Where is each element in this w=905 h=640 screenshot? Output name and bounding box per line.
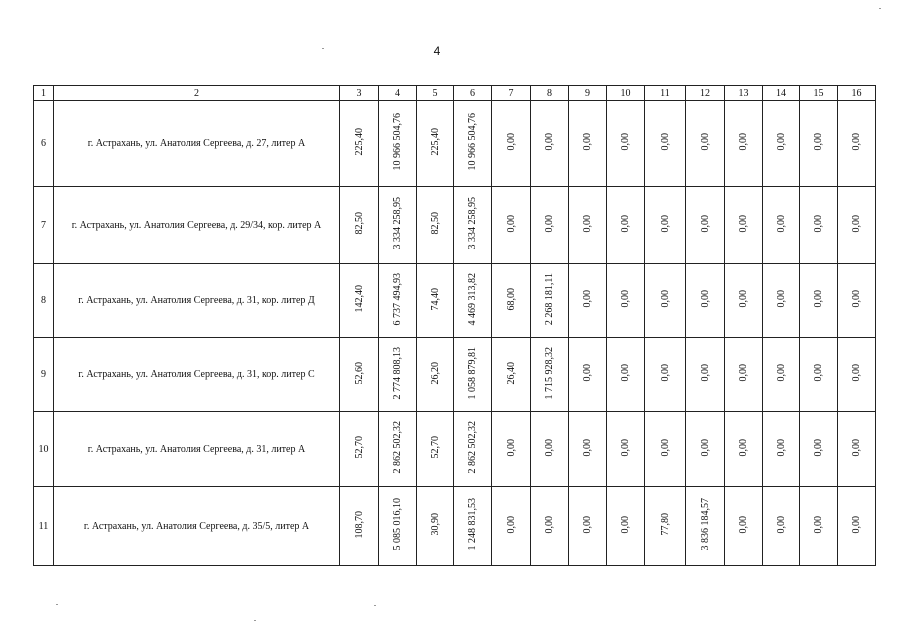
header-cell: 6 [454, 86, 492, 101]
value-text: 0,00 [582, 364, 593, 382]
value-cell [800, 264, 838, 338]
value-cell [607, 264, 645, 338]
value-cell [800, 487, 838, 566]
value-text: 0,00 [659, 214, 671, 233]
value-text: 0,00 [620, 364, 631, 382]
address-cell: г. Астрахань, ул. Анатолия Сергеева, д. 35/5, литер А [54, 487, 340, 566]
value-cell [645, 187, 686, 264]
value-cell [531, 338, 569, 412]
value-cell [800, 338, 838, 412]
value-cell [417, 101, 454, 187]
value-cell [379, 187, 417, 264]
value-cell [492, 487, 531, 566]
value-cell [417, 338, 454, 412]
value-text: 6 737 494,93 [392, 272, 403, 326]
value-cell [645, 264, 686, 338]
value-text: 0,00 [544, 214, 555, 233]
header-cell: 8 [531, 86, 569, 101]
value-cell [763, 264, 800, 338]
value-cell [379, 487, 417, 566]
value-cell [492, 264, 531, 338]
address-cell: г. Астрахань, ул. Анатолия Сергеева, д. 29/34, кор. литер А [54, 187, 340, 264]
header-cell: 11 [645, 86, 686, 101]
value-cell [838, 487, 876, 566]
value-cell [454, 264, 492, 338]
value-cell [645, 338, 686, 412]
value-cell [454, 101, 492, 187]
value-text: 0,00 [738, 133, 749, 151]
value-cell [838, 412, 876, 487]
value-cell [645, 101, 686, 187]
value-text: 0,00 [851, 214, 862, 233]
value-cell [417, 187, 454, 264]
table-row [34, 264, 876, 338]
value-cell [607, 338, 645, 412]
value-cell [531, 487, 569, 566]
header-cell: 13 [725, 86, 763, 101]
value-cell [838, 101, 876, 187]
value-text: 82,50 [353, 212, 365, 235]
value-cell [531, 101, 569, 187]
value-text: 0,00 [582, 133, 593, 151]
value-text: 2 862 502,32 [467, 421, 478, 474]
value-text: 0,00 [505, 515, 517, 534]
header-cell: 14 [763, 86, 800, 101]
value-cell [492, 338, 531, 412]
value-cell [725, 338, 763, 412]
value-cell [763, 101, 800, 187]
value-cell [686, 412, 725, 487]
address-cell: г. Астрахань, ул. Анатолия Сергеева, д. 31, литер А [54, 412, 340, 487]
value-text: 0,00 [851, 290, 862, 308]
value-text: 10 966 504,76 [467, 113, 478, 171]
value-text: 0,00 [659, 133, 671, 151]
value-text: 52,70 [429, 436, 441, 459]
value-cell [417, 264, 454, 338]
row-number: 9 [34, 338, 54, 412]
value-text: 0,00 [699, 438, 711, 457]
value-text: 0,00 [775, 133, 787, 151]
table-row [34, 412, 876, 487]
value-cell [454, 338, 492, 412]
value-text: 0,00 [620, 438, 631, 457]
value-text: 0,00 [582, 290, 593, 308]
value-text: 1 058 879,81 [467, 346, 478, 400]
value-text: 0,00 [659, 364, 671, 382]
value-text: 4 469 313,82 [467, 272, 478, 326]
value-cell [645, 412, 686, 487]
value-text: 68,00 [505, 287, 517, 311]
value-text: 2 774 808,13 [392, 346, 403, 400]
address-cell: г. Астрахань, ул. Анатолия Сергеева, д. 31, кор. литер С [54, 338, 340, 412]
value-text: 77,80 [659, 513, 671, 536]
value-cell [725, 187, 763, 264]
value-cell [379, 412, 417, 487]
value-text: 0,00 [505, 214, 517, 233]
value-text: 0,00 [620, 515, 631, 534]
value-cell [569, 487, 607, 566]
value-text: 3 334 258,95 [467, 197, 478, 250]
value-text: 0,00 [775, 364, 787, 382]
table-header-row [34, 86, 876, 101]
value-text: 2 268 181,11 [544, 272, 555, 326]
value-text: 0,00 [582, 515, 593, 534]
value-text: 52,70 [353, 436, 365, 459]
value-text: 0,00 [544, 438, 555, 457]
header-cell: 9 [569, 86, 607, 101]
data-table [33, 85, 876, 566]
value-cell [725, 264, 763, 338]
row-number: 10 [34, 412, 54, 487]
value-cell [725, 412, 763, 487]
header-cell: 16 [838, 86, 876, 101]
value-text: 0,00 [505, 133, 517, 151]
value-cell [800, 412, 838, 487]
value-cell [686, 487, 725, 566]
value-cell [454, 412, 492, 487]
value-text: 225,40 [353, 128, 365, 156]
value-text: 0,00 [775, 515, 787, 534]
value-cell [417, 412, 454, 487]
header-cell: 4 [379, 86, 417, 101]
row-number: 8 [34, 264, 54, 338]
value-text: 0,00 [659, 290, 671, 308]
value-cell [531, 412, 569, 487]
value-text: 2 862 502,32 [392, 421, 403, 474]
header-cell: 3 [340, 86, 379, 101]
value-text: 0,00 [813, 214, 824, 233]
value-cell [607, 101, 645, 187]
value-text: 0,00 [544, 515, 555, 534]
value-cell [454, 487, 492, 566]
value-text: 0,00 [738, 515, 749, 534]
header-cell: 2 [54, 86, 340, 101]
value-cell [340, 412, 379, 487]
value-text: 0,00 [775, 214, 787, 233]
value-text: 3 334 258,95 [392, 197, 403, 250]
value-cell [763, 487, 800, 566]
value-text: 1 248 831,53 [467, 498, 478, 551]
value-cell [340, 101, 379, 187]
value-text: 52,60 [353, 361, 365, 385]
value-text: 0,00 [813, 438, 824, 457]
value-cell [763, 338, 800, 412]
value-text: 10 966 504,76 [392, 113, 403, 171]
value-cell [645, 487, 686, 566]
value-text: 82,50 [429, 212, 441, 235]
value-cell [607, 187, 645, 264]
value-cell [607, 412, 645, 487]
value-cell [686, 338, 725, 412]
value-text: 0,00 [659, 438, 671, 457]
header-cell: 5 [417, 86, 454, 101]
value-cell [531, 264, 569, 338]
value-text: 0,00 [699, 364, 711, 382]
value-text: 30,90 [429, 513, 441, 536]
value-cell [569, 101, 607, 187]
header-cell: 12 [686, 86, 725, 101]
value-cell [569, 264, 607, 338]
value-text: 0,00 [851, 364, 862, 382]
value-text: 0,00 [851, 438, 862, 457]
header-cell: 15 [800, 86, 838, 101]
value-cell [340, 338, 379, 412]
value-text: 0,00 [851, 133, 862, 151]
value-text: 0,00 [738, 364, 749, 382]
header-cell: 1 [34, 86, 54, 101]
value-text: 0,00 [699, 214, 711, 233]
value-text: 74,40 [429, 287, 441, 311]
value-text: 0,00 [851, 515, 862, 534]
scan-speck [254, 620, 256, 621]
value-cell [492, 101, 531, 187]
value-cell [607, 487, 645, 566]
value-cell [838, 338, 876, 412]
scan-speck [879, 8, 881, 9]
value-text: 26,20 [429, 361, 441, 385]
row-number: 11 [34, 487, 54, 566]
value-text: 0,00 [775, 290, 787, 308]
value-cell [340, 264, 379, 338]
value-text: 0,00 [813, 290, 824, 308]
table-row [34, 487, 876, 566]
value-text: 0,00 [775, 438, 787, 457]
page-number: 4 [433, 44, 441, 58]
value-text: 3 836 184,57 [699, 498, 711, 551]
scan-speck [56, 604, 58, 605]
value-cell [838, 187, 876, 264]
value-cell [725, 101, 763, 187]
value-cell [417, 487, 454, 566]
value-cell [838, 264, 876, 338]
value-text: 0,00 [738, 438, 749, 457]
header-cell: 7 [492, 86, 531, 101]
value-cell [379, 101, 417, 187]
value-cell [763, 412, 800, 487]
address-cell: г. Астрахань, ул. Анатолия Сергеева, д. 31, кор. литер Д [54, 264, 340, 338]
value-text: 5 085 016,10 [392, 498, 403, 551]
value-text: 0,00 [544, 133, 555, 151]
value-cell [454, 187, 492, 264]
value-text: 0,00 [582, 438, 593, 457]
value-cell [569, 338, 607, 412]
table-row [34, 101, 876, 187]
header-cell: 10 [607, 86, 645, 101]
value-cell [725, 487, 763, 566]
value-cell [569, 187, 607, 264]
table-row [34, 187, 876, 264]
value-cell [686, 264, 725, 338]
value-text: 0,00 [813, 133, 824, 151]
value-text: 108,70 [353, 510, 365, 539]
row-number: 6 [34, 101, 54, 187]
value-text: 0,00 [813, 364, 824, 382]
value-text: 0,00 [699, 290, 711, 308]
value-cell [340, 487, 379, 566]
value-text: 225,40 [429, 128, 441, 156]
value-cell [686, 101, 725, 187]
value-text: 0,00 [738, 290, 749, 308]
row-number: 7 [34, 187, 54, 264]
address-cell: г. Астрахань, ул. Анатолия Сергеева, д. 27, литер А [54, 101, 340, 187]
value-text: 0,00 [582, 214, 593, 233]
value-cell [379, 338, 417, 412]
value-text: 26,40 [505, 361, 517, 385]
value-text: 1 715 928,32 [544, 346, 555, 400]
value-cell [492, 187, 531, 264]
value-text: 0,00 [505, 438, 517, 457]
scan-speck [374, 605, 376, 606]
value-cell [763, 187, 800, 264]
value-cell [379, 264, 417, 338]
scan-speck [322, 48, 324, 49]
value-text: 0,00 [738, 214, 749, 233]
value-cell [340, 187, 379, 264]
value-text: 0,00 [699, 133, 711, 151]
table-row [34, 338, 876, 412]
value-cell [686, 187, 725, 264]
value-text: 0,00 [620, 133, 631, 151]
value-text: 142,40 [353, 285, 365, 313]
value-cell [800, 101, 838, 187]
value-cell [569, 412, 607, 487]
value-cell [531, 187, 569, 264]
value-text: 0,00 [813, 515, 824, 534]
value-cell [492, 412, 531, 487]
value-text: 0,00 [620, 214, 631, 233]
value-cell [800, 187, 838, 264]
value-text: 0,00 [620, 290, 631, 308]
